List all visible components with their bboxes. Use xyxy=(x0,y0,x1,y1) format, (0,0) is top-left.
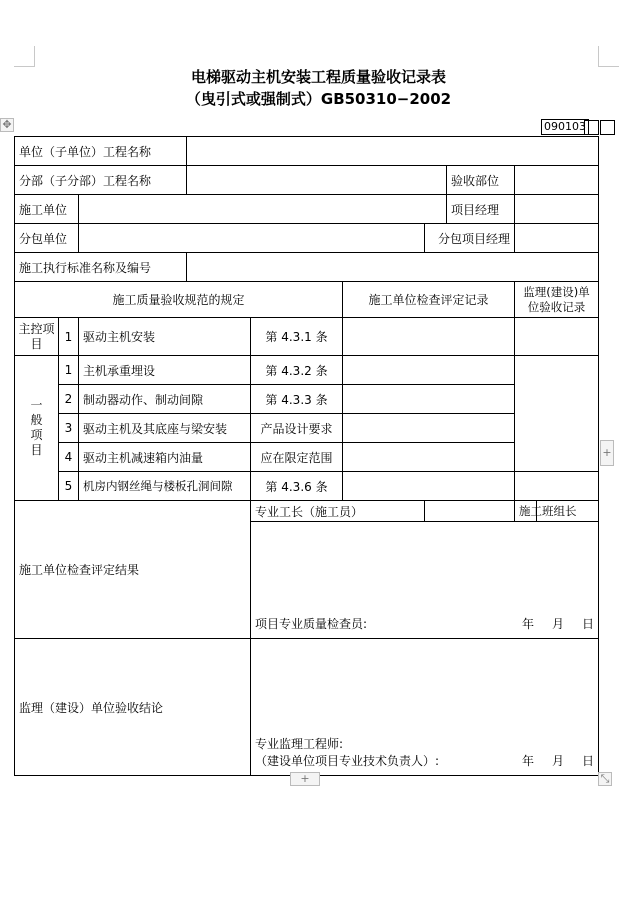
general-item-no: 5 xyxy=(59,472,79,501)
label-project-manager: 项目经理 xyxy=(447,195,515,224)
main-item-clause: 第 4.3.1 条 xyxy=(251,318,343,356)
add-column-icon[interactable]: + xyxy=(600,440,614,466)
general-item-name: 制动器动作、制动间隙 xyxy=(79,385,251,414)
main-item-no: 1 xyxy=(59,318,79,356)
date-line: 年 月 日 xyxy=(522,754,595,768)
general-item-clause: 产品设计要求 xyxy=(251,414,343,443)
general-item-clause: 第 4.3.2 条 xyxy=(251,356,343,385)
label-unit-project: 单位（子单位）工程名称 xyxy=(15,137,187,166)
general-item-name: 主机承重埋设 xyxy=(79,356,251,385)
general-item-clause: 应在限定范围 xyxy=(251,443,343,472)
general-item-check[interactable] xyxy=(343,472,515,501)
field-standard[interactable] xyxy=(187,253,599,282)
add-row-icon[interactable]: + xyxy=(290,772,320,786)
main-item-name: 驱动主机安装 xyxy=(79,318,251,356)
document-subtitle: （曳引式或强制式）GB50310−2002 xyxy=(185,90,452,108)
field-unit-project[interactable] xyxy=(187,137,599,166)
header-check: 施工单位检查评定记录 xyxy=(343,282,515,318)
general-item-check[interactable] xyxy=(343,414,515,443)
code-box-1 xyxy=(584,120,599,135)
quality-inspector-label: 项目专业质量检查员: xyxy=(255,617,368,631)
label-sub-project-manager: 分包项目经理 xyxy=(425,224,515,253)
field-accept-part[interactable] xyxy=(515,166,599,195)
label-accept-conclusion: 监理（建设）单位验收结论 xyxy=(15,639,251,776)
label-accept-part: 验收部位 xyxy=(447,166,515,195)
general-item-name: 驱动主机减速箱内油量 xyxy=(79,443,251,472)
label-team-leader: 施工班组长 xyxy=(515,501,537,522)
document-title: 电梯驱动主机安装工程质量验收记录表 xyxy=(190,68,446,86)
date-line: 年 月 日 xyxy=(522,617,595,631)
label-sub-project: 分部（子分部）工程名称 xyxy=(15,166,187,195)
main-item-supervise[interactable] xyxy=(515,318,599,356)
field-project-manager[interactable] xyxy=(515,195,599,224)
general-supervise[interactable] xyxy=(515,356,599,472)
header-spec: 施工质量验收规范的规定 xyxy=(15,282,343,318)
accept-conclusion-sign-area[interactable] xyxy=(251,639,599,776)
owner-rep-label: （建设单位项目专业技术负责人）: xyxy=(255,754,440,768)
general-item-no: 1 xyxy=(59,356,79,385)
table-move-handle-icon[interactable]: ✥ xyxy=(0,118,14,132)
code-box-2 xyxy=(600,120,615,135)
main-item-check[interactable] xyxy=(343,318,515,356)
general-item-no: 3 xyxy=(59,414,79,443)
label-standard: 施工执行标准名称及编号 xyxy=(15,253,187,282)
form-code: 090103 xyxy=(541,119,589,135)
label-subcontractor: 分包单位 xyxy=(15,224,79,253)
field-constructor[interactable] xyxy=(79,195,447,224)
field-foreman[interactable] xyxy=(425,501,515,522)
general-item-check[interactable] xyxy=(343,385,515,414)
label-general: 一般项目 xyxy=(15,356,59,501)
general-item-no: 2 xyxy=(59,385,79,414)
label-check-result: 施工单位检查评定结果 xyxy=(15,501,251,639)
supervisor-label: 专业监理工程师: xyxy=(255,737,344,751)
resize-handle-icon[interactable]: ⤡ xyxy=(598,772,612,786)
field-sub-project-manager[interactable] xyxy=(515,224,599,253)
label-constructor: 施工单位 xyxy=(15,195,79,224)
general-item-name: 驱动主机及其底座与梁安装 xyxy=(79,414,251,443)
crop-mark-top-right xyxy=(598,46,619,67)
general-item-name: 机房内钢丝绳与楼板孔洞间隙 xyxy=(79,472,251,501)
general-supervise-last[interactable] xyxy=(515,472,599,501)
general-item-check[interactable] xyxy=(343,356,515,385)
field-subcontractor[interactable] xyxy=(79,224,425,253)
check-result-sign-area[interactable] xyxy=(251,522,599,639)
general-item-no: 4 xyxy=(59,443,79,472)
general-item-clause: 第 4.3.6 条 xyxy=(251,472,343,501)
label-main-control: 主控项目 xyxy=(15,318,59,356)
general-item-check[interactable] xyxy=(343,443,515,472)
crop-mark-top-left xyxy=(14,46,35,67)
header-supervise: 监理(建设)单位验收记录 xyxy=(515,282,599,318)
label-foreman: 专业工长（施工员） xyxy=(251,501,425,522)
general-item-clause: 第 4.3.3 条 xyxy=(251,385,343,414)
acceptance-table xyxy=(14,136,599,776)
field-sub-project[interactable] xyxy=(187,166,447,195)
